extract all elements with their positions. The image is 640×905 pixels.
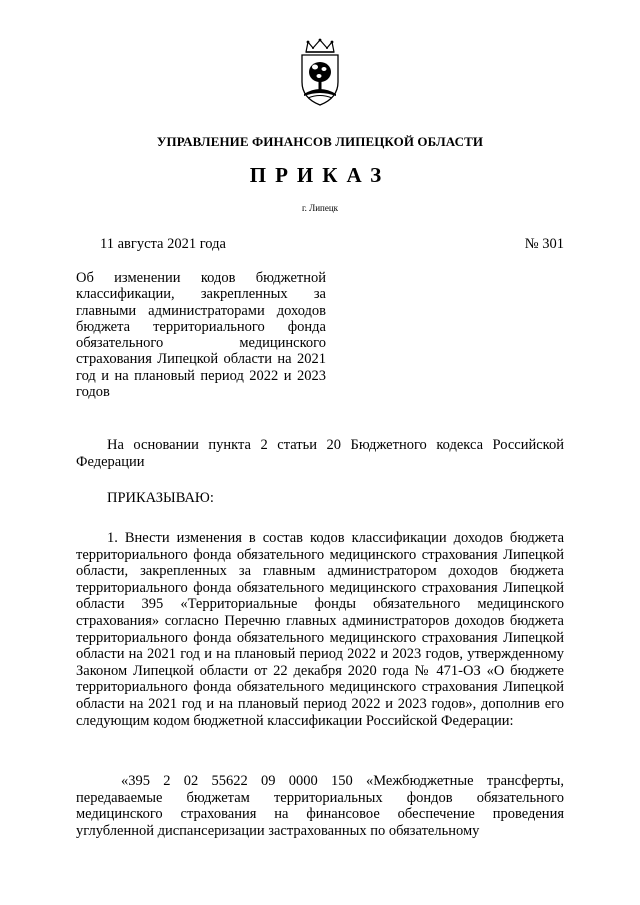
document-number: № 301 bbox=[524, 236, 564, 252]
city-label: г. Липецк bbox=[301, 203, 339, 213]
coat-of-arms-emblem-icon bbox=[296, 38, 344, 108]
quote-paragraph: «395 2 02 55622 09 0000 150 «Межбюджетные трансферты, передаваемые бюджетам территориальных фондов обязательного медицинского страхования на финансовое обеспечение проведения углубленной диспансеризации застрахованных по обязательному bbox=[76, 773, 564, 839]
item-one-paragraph: 1. Внести изменения в состав кодов классификации доходов бюджета территориального фонда обязательного медицинского страхования Липецкой области, закрепленных за главным администратором доходов бюджета территориального фонда обязательного медицинского страхования Липецкой области 395 «Территориальные фонды обязательного медицинского страхования» согласно Перечню главных администраторов доходов бюджета территориального фонда обязательного медицинского страхования Липецкой области на 2021 год и на плановый период 2022 и 2023 годов, утвержденному Законом Липецкой области от 22 декабря 2020 года № 471-ОЗ «О бюджете территориального фонда обязательного медицинского страхования Липецкой области на 2021 год и на плановый период 2022 и 2023 годов», дополнив его следующим кодом бюджетной классификации Российской Федерации: bbox=[76, 530, 564, 729]
basis-paragraph: На основании пункта 2 статьи 20 Бюджетного кодекса Российской Федерации bbox=[76, 437, 564, 470]
document-date: 11 августа 2021 года bbox=[100, 236, 226, 252]
document-subject: Об изменении кодов бюджетной классификации, закрепленных за главными администраторами доходов бюджета территориального фонда обязательного медицинского страхования Липецкой области на 2021 год и на плановый период 2022 и 2023 годов bbox=[76, 270, 326, 401]
document-type-title: ПРИКАЗ bbox=[249, 163, 391, 187]
order-word: ПРИКАЗЫВАЮ: bbox=[107, 490, 214, 506]
department-name: УПРАВЛЕНИЕ ФИНАНСОВ ЛИПЕЦКОЙ ОБЛАСТИ bbox=[156, 134, 484, 149]
